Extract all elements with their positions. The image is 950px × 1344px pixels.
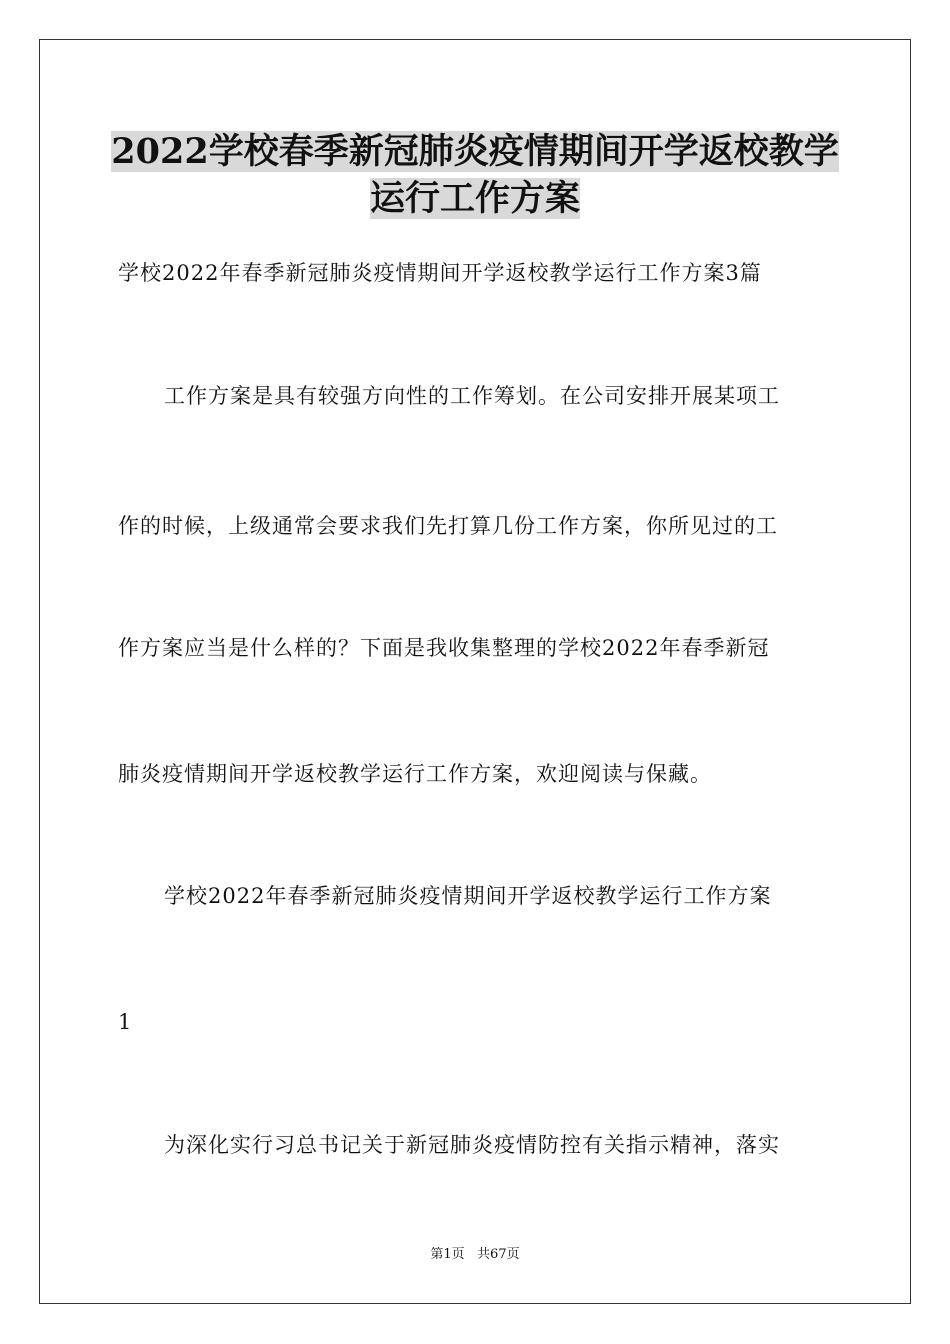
page-border — [39, 39, 911, 1304]
document-title-line-1: 2022学校春季新冠肺炎疫情期间开学返校教学 — [111, 131, 839, 172]
section-heading-line: 学校2022年春季新冠肺炎疫情期间开学返校教学运行工作方案 — [164, 884, 772, 908]
body-line: 作方案应当是什么样的？下面是我收集整理的学校2022年春季新冠 — [118, 636, 770, 660]
body-line: 肺炎疫情期间开学返校教学运行工作方案，欢迎阅读与保藏。 — [118, 762, 712, 786]
document-title-line-2: 运行工作方案 — [369, 178, 580, 219]
page-footer: 第1页 共67页 — [430, 1247, 520, 1262]
subtitle-line: 学校2022年春季新冠肺炎疫情期间开学返校教学运行工作方案3篇 — [118, 261, 762, 285]
body-line: 作的时候，上级通常会要求我们先打算几份工作方案，你所见过的工 — [118, 514, 778, 538]
section-number: 1 — [118, 1010, 133, 1034]
body-line: 工作方案是具有较强方向性的工作筹划。在公司安排开展某项工 — [164, 384, 780, 408]
body-line: 为深化实行习总书记关于新冠肺炎疫情防控有关指示精神，落实 — [164, 1133, 780, 1157]
